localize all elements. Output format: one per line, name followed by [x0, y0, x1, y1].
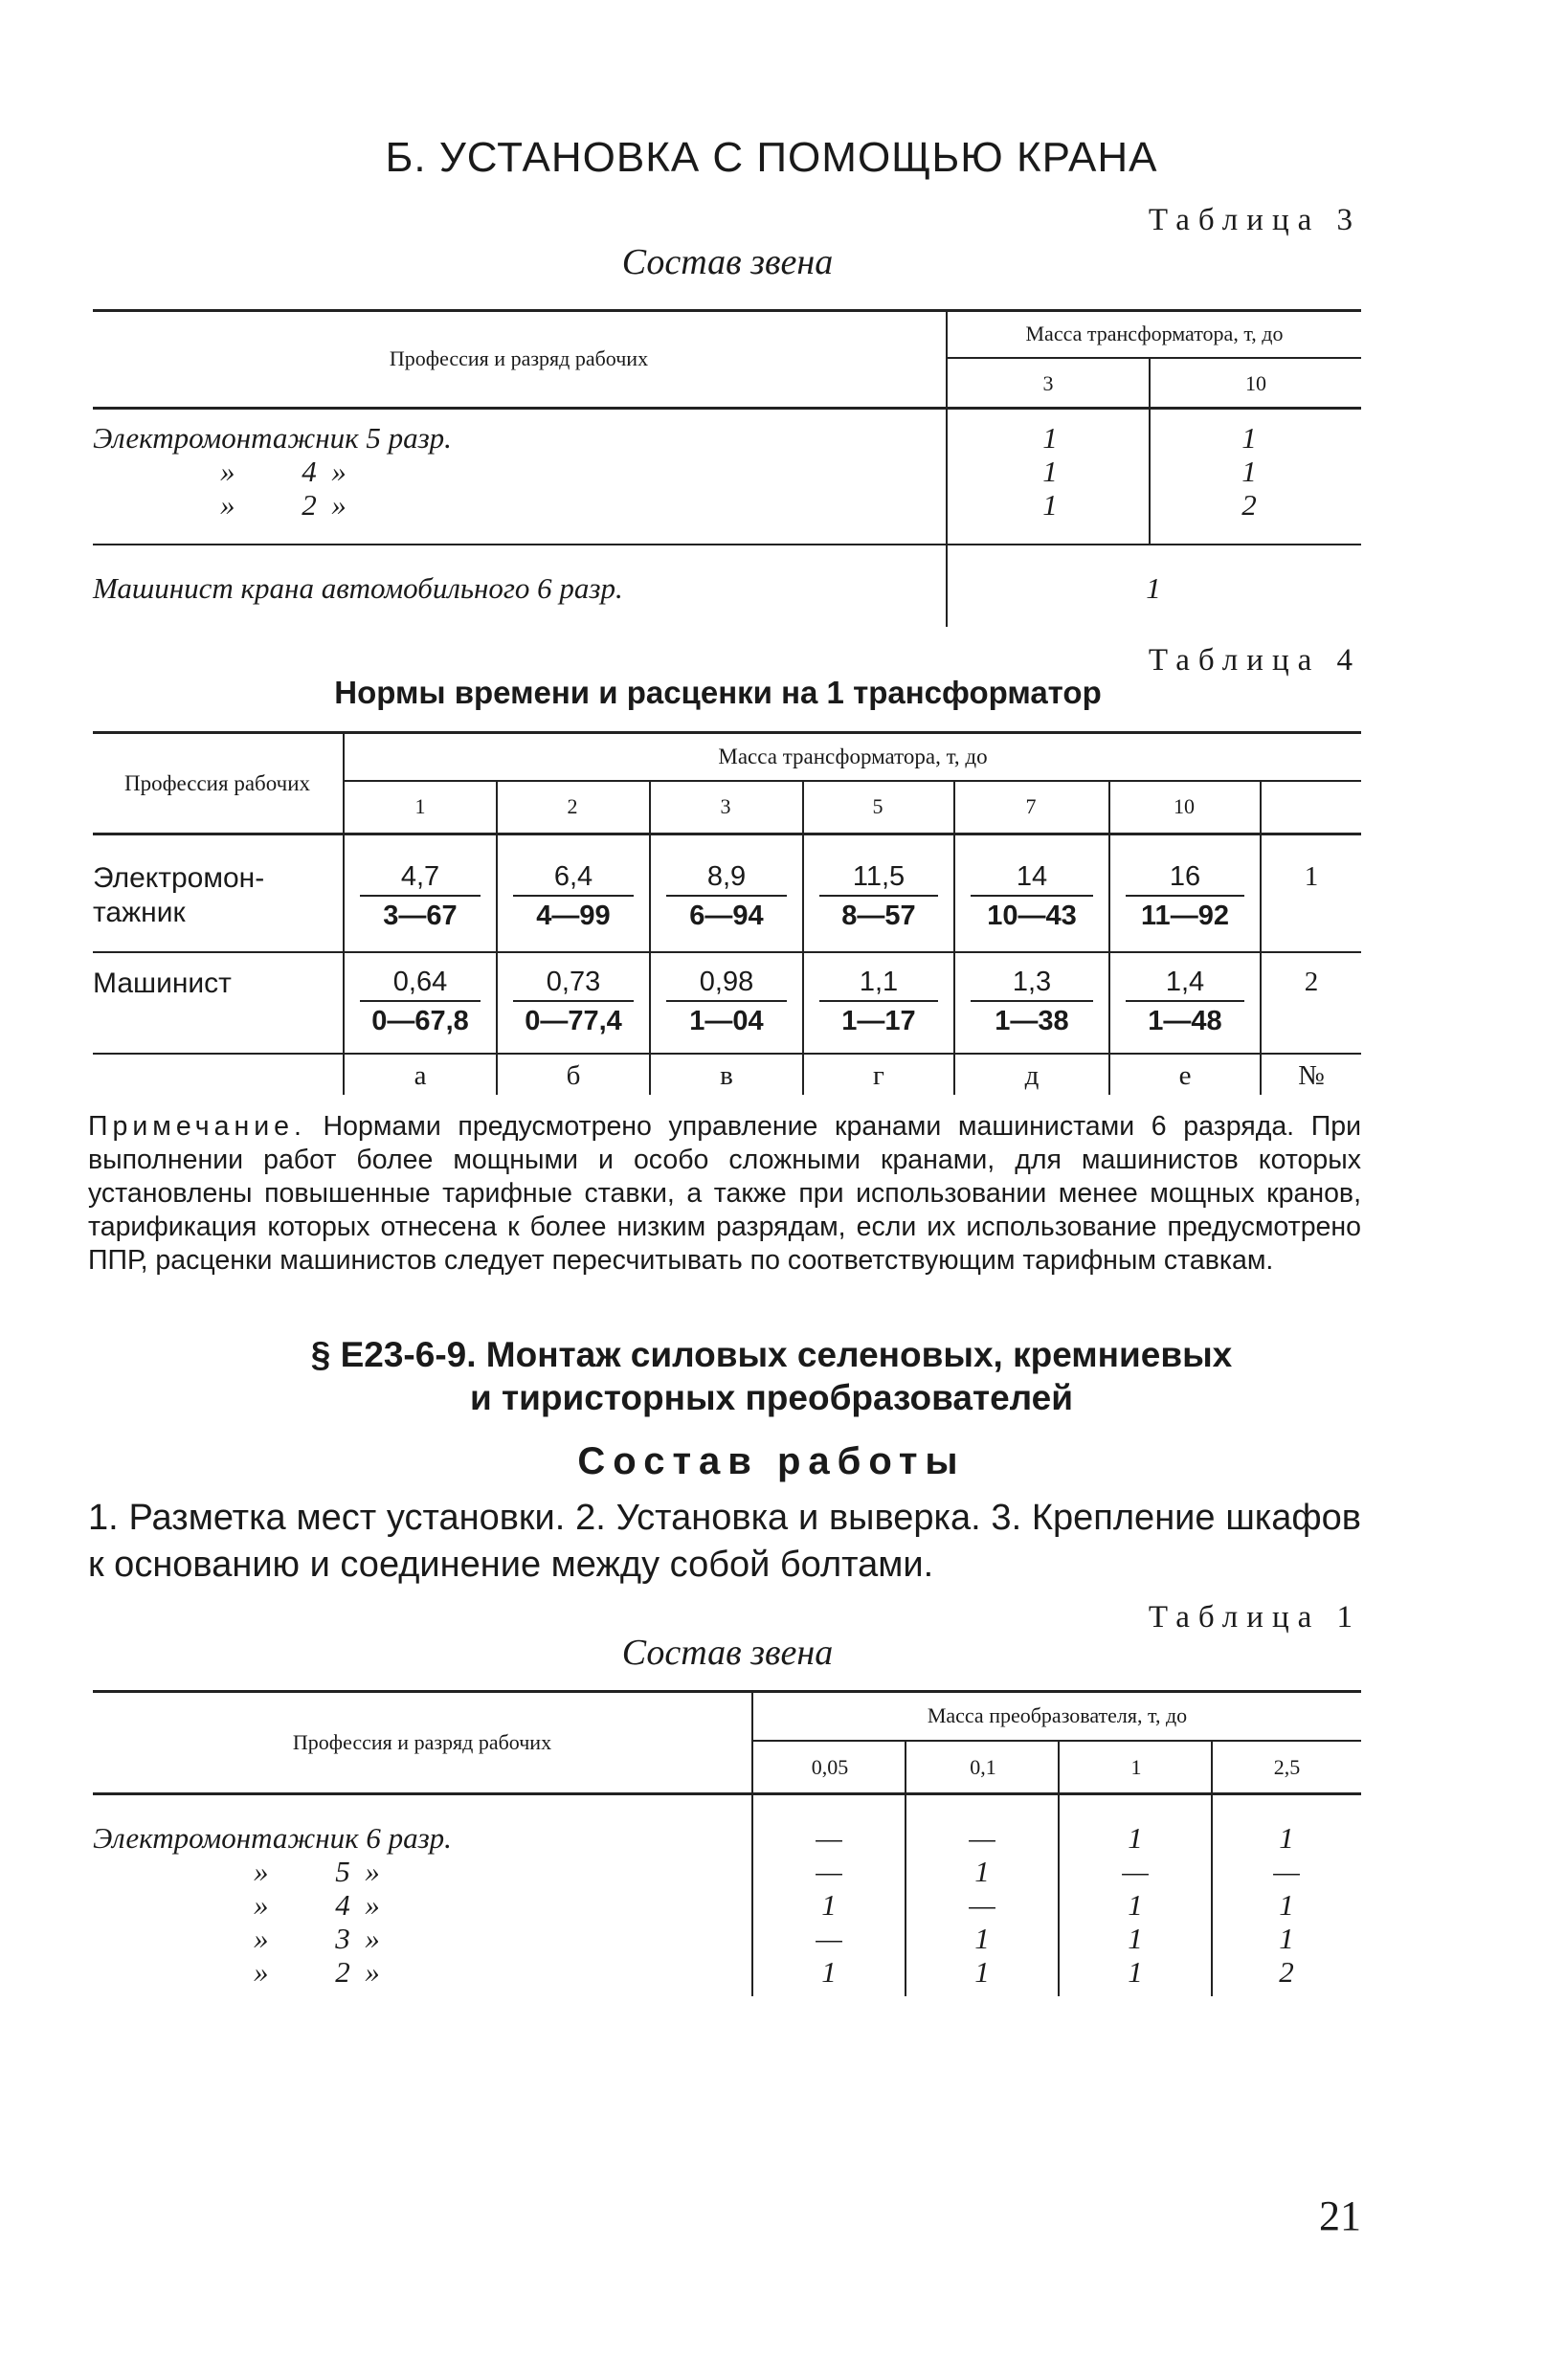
table-4-mass-col-5: 10	[1174, 794, 1195, 818]
table-4-mass-col-3: 5	[872, 794, 883, 818]
table-4-column-letter: в	[720, 1060, 733, 1091]
table-4-column-letter: а	[414, 1060, 427, 1091]
table-3-row-name: Электромонтажник 5 разр.	[93, 421, 452, 455]
table-3-cell: 1	[1042, 421, 1058, 455]
table-3-row-name: » 4 »	[220, 455, 347, 488]
table-1-cell: —	[816, 1922, 842, 1955]
table-3-cell: 1	[1241, 455, 1257, 488]
table-4-row-number: 1	[1304, 861, 1319, 892]
table-1-row-name: » 3 »	[254, 1922, 380, 1955]
table-1-vline	[905, 1742, 906, 1996]
table-1-cell: 1	[1128, 1955, 1143, 1989]
table-1-cell: —	[969, 1888, 995, 1922]
table-4-cell: 1,4 1—48	[1110, 967, 1260, 1037]
table-1-cell: —	[816, 1855, 842, 1888]
table-1-mass-col-3: 2,5	[1273, 1755, 1301, 1779]
table-1-cell: 1	[1279, 1888, 1294, 1922]
table-1-row-name: » 2 »	[254, 1955, 380, 1989]
table-1-vline	[1211, 1742, 1213, 1996]
table-3-mass-col-1: 10	[1245, 371, 1266, 395]
table-3-label: Таблица 3	[1148, 203, 1361, 237]
table-1-cell: —	[1273, 1855, 1300, 1888]
section-title: Б. УСТАНОВКА С ПОМОЩЬЮ КРАНА	[385, 134, 1158, 181]
table-1-cell: 1	[974, 1855, 990, 1888]
table-1-vline	[751, 1690, 753, 1996]
table-4-label: Таблица 4	[1148, 643, 1361, 678]
table-4-row-rule	[93, 951, 1361, 953]
table-1-cell: —	[969, 1821, 995, 1855]
table-4-cell: 6,4 4—99	[498, 861, 649, 932]
table-4-head-rule	[93, 833, 1361, 835]
paragraph-title-line-2: и тиристорных преобразователей	[469, 1378, 1073, 1417]
table-3-row-name: » 2 »	[220, 488, 347, 522]
table-3-crane-row-name: Машинист крана автомобильного 6 разр.	[93, 571, 623, 605]
table-1-mass-col-1: 0,1	[970, 1755, 996, 1779]
table-1-mass-col-0: 0,05	[811, 1755, 849, 1779]
note-label: Примечание.	[88, 1111, 306, 1142]
table-3-head-rule	[93, 407, 1361, 410]
table-4-col-mass: Масса трансформатора, т, до	[718, 745, 988, 768]
table-4-cell: 1,1 1—17	[804, 967, 953, 1037]
table-4-cell: 0,98 1—04	[651, 967, 802, 1037]
table-3-cell: 1	[1241, 421, 1257, 455]
table-1-cell: —	[1122, 1855, 1149, 1888]
table-3-title: Состав звена	[621, 242, 834, 282]
table-1-cell: 1	[821, 1888, 837, 1922]
table-4-title: Нормы времени и расценки на 1 трансформатор	[334, 675, 1102, 710]
table-1-head-rule	[93, 1792, 1361, 1795]
table-3-cell: 1	[1042, 488, 1058, 522]
table-1-cell: 1	[974, 1922, 990, 1955]
table-4-top-rule	[93, 731, 1361, 734]
table-4-cell: 0,64 0—67,8	[345, 967, 496, 1037]
table-1-row-name: » 5 »	[254, 1855, 380, 1888]
table-4-cell: 16 11—92	[1110, 861, 1260, 932]
table-3-col-mass: Масса трансформатора, т, до	[1025, 322, 1284, 345]
table-1-col-profession: Профессия и разряд рабочих	[292, 1730, 552, 1754]
table-1-cell: 1	[1279, 1922, 1294, 1955]
table-4-bottom-rule	[93, 1053, 1361, 1055]
table-1-vline	[1058, 1742, 1060, 1996]
table-1-cell: 1	[1128, 1821, 1143, 1855]
table-3-subhead-rule	[948, 357, 1361, 359]
table-1-top-rule	[93, 1690, 1361, 1693]
note-text: Нормами предусмотрено управление кранами машинистами 6 разряда. При выполнении работ более мощными и особо сложными кранами, для машинистов которых установлены повышенные тарифные ставки, а также при использовании менее мощных кранов, тарификация которых отнесена к более низким разрядам, если их использование предусмотрено ППР, расценки машинистов следует пересчитывать по соответствующим тарифным ставкам.	[88, 1111, 1361, 1276]
table-3-vline-main	[946, 309, 948, 627]
table-4-mass-col-4: 7	[1025, 794, 1037, 818]
note	[88, 1110, 1361, 1278]
table-3-vline-mid	[1149, 359, 1151, 544]
table-4-cell: 11,5 8—57	[804, 861, 953, 932]
table-1-cell: 1	[1128, 1922, 1143, 1955]
table-1-cell: 2	[1279, 1955, 1294, 1989]
table-4-cell: 14 10—43	[955, 861, 1108, 932]
table-3-cell: 2	[1241, 488, 1257, 522]
table-1-cell: 1	[821, 1955, 837, 1989]
table-3-mass-col-0: 3	[1042, 371, 1054, 395]
table-1-cell: 1	[974, 1955, 990, 1989]
table-1-title: Состав звена	[621, 1633, 834, 1673]
table-1-cell: —	[816, 1821, 842, 1855]
table-4-column-letter: е	[1178, 1060, 1192, 1091]
table-1-col-mass: Масса преобразователя, т, до	[927, 1703, 1188, 1727]
table-3-cell: 1	[1042, 455, 1058, 488]
table-4-col-profession: Профессия рабочих	[123, 771, 311, 795]
work-text: 1. Разметка мест установки. 2. Установка и выверка. 3. Крепление шкафов к основанию и соединение между собой болтами.	[88, 1498, 1361, 1585]
table-4-cell: 4,7 3—67	[345, 861, 496, 932]
table-4-column-letter: б	[566, 1060, 581, 1091]
table-4-column-letter: №	[1298, 1060, 1325, 1091]
table-1-row-name: Электромонтажник 6 разр.	[93, 1821, 452, 1855]
page-number: 21	[1319, 2192, 1361, 2239]
table-3-top-rule	[93, 309, 1361, 312]
table-1-cell: 1	[1279, 1821, 1294, 1855]
table-4-row-name: Машинист	[93, 968, 232, 999]
table-1-cell: 1	[1128, 1888, 1143, 1922]
table-1-mass-col-2: 1	[1130, 1755, 1142, 1779]
table-1-label: Таблица 1	[1148, 1600, 1361, 1635]
table-4-cell: 8,9 6—94	[651, 861, 802, 932]
table-4-mass-col-2: 3	[720, 794, 731, 818]
table-4-cell: 1,3 1—38	[955, 967, 1108, 1037]
table-4-row-name: Электромон- тажник	[93, 862, 265, 928]
table-3-crane-row-value: 1	[1146, 571, 1161, 605]
table-3-row-rule	[93, 544, 1361, 545]
work-title: Состав работы	[577, 1440, 966, 1482]
table-4-column-letter: г	[873, 1060, 884, 1091]
table-1-row-name: » 4 »	[254, 1888, 380, 1922]
paragraph-title-line-1: § Е23-6-9. Монтаж силовых селеновых, кремниевых	[310, 1335, 1233, 1374]
table-3-col-profession: Профессия и разряд рабочих	[389, 346, 649, 370]
table-4-mass-col-1: 2	[567, 794, 578, 818]
table-4-cell: 0,73 0—77,4	[498, 967, 649, 1037]
table-4-mass-col-0: 1	[414, 794, 426, 818]
table-4-column-letter: д	[1024, 1060, 1040, 1091]
table-4-row-number: 2	[1304, 967, 1319, 997]
